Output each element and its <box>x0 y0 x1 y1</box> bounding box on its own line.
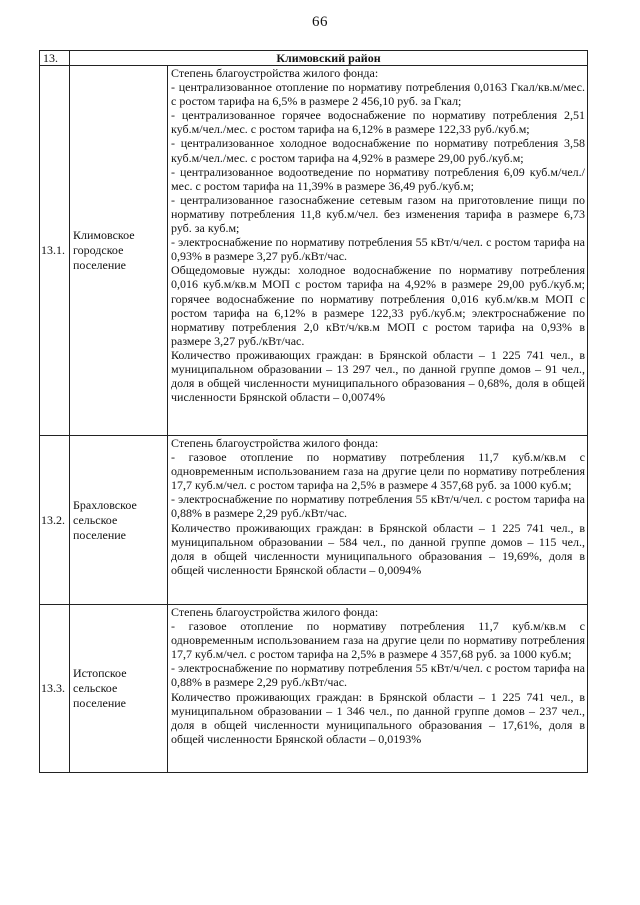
desc-paragraph: - централизованное горячее водоснабжение по нормативу потребления 2,51 куб.м/чел./мес. с ростом тарифа на 6,12% в размере 122,33 руб./куб.м; <box>171 108 585 137</box>
desc-paragraph: Степень благоустройства жилого фонда: <box>171 436 379 450</box>
page-number: 66 <box>312 14 328 30</box>
table-row <box>40 66 588 436</box>
desc-paragraph: - газовое отопление по нормативу потребления 11,7 куб.м/кв.м с одновременным использованием газа на другие цели по нормативу потребления 17,7 куб.м/чел. с ростом тарифа на 2,5% в размере 4 357,68 руб. за 1000 куб.м; <box>171 619 585 662</box>
settlement-name-line: Климовское <box>73 228 135 242</box>
settlement-description <box>168 436 588 605</box>
desc-paragraph: Количество проживающих граждан: в Брянской области – 1 225 741 чел., в муниципальном образовании – 13 297 чел., по данной группе домов – 91 чел., доля в общей численности муниципального образования – 0,68%, доля в общей численности Брянской области – 0,0074% <box>171 347 585 405</box>
settlement-name <box>70 436 168 605</box>
settlement-name <box>70 66 168 436</box>
region-title: Климовский район <box>70 51 588 66</box>
settlement-name-line: поселение <box>73 527 127 542</box>
desc-paragraph: Степень благоустройства жилого фонда: <box>171 66 379 80</box>
tariff-table <box>39 50 588 773</box>
settlement-name-line: Брахловское <box>73 497 137 512</box>
desc-paragraph: - электроснабжение по нормативу потребления 55 кВт/ч/чел. с ростом тарифа на 0,93% в размере 3,27 руб./кВт/час. <box>171 235 585 264</box>
settlement-name-line: поселение <box>73 258 127 272</box>
settlement-description <box>168 66 588 436</box>
settlement-name-line: Истопское <box>73 666 127 680</box>
desc-paragraph: - газовое отопление по нормативу потребления 11,7 куб.м/кв.м с одновременным использованием газа на другие цели по нормативу потребления 17,7 куб.м/чел. с ростом тарифа на 2,5% в размере 4 357,68 руб. за 1000 куб.м; <box>171 450 585 493</box>
desc-paragraph: - централизованное газоснабжение сетевым газом на приготовление пищи по нормативу потребления 11,8 куб.м/чел. без изменения тарифа в размере 6,73 руб. за куб.м; <box>171 192 585 236</box>
settlement-name-line: городское <box>73 243 124 257</box>
desc-paragraph: Общедомовые нужды: холодное водоснабжение по нормативу потребления 0,016 куб.м/кв.м МОП с ростом тарифа на 4,92% в размере 29,00 руб./куб.м; горячее водоснабжение по нормативу потребления 0,016 куб.м/кв.м МОП с ростом тарифа на 6,12% в размере 122,33 руб./куб.м; электроснабжение по нормативу потребления 2,0 кВт/ч/кв.м МОП с ростом тарифа на 0,93% в размере 3,27 руб./кВт/час. <box>171 263 585 348</box>
desc-paragraph: Количество проживающих граждан: в Брянской области – 1 225 741 чел., в муниципальном образовании – 1 346 чел., по данной группе домов – 237 чел., доля в общей численности муниципального образования – 17,61%, доля в общей численности Брянской области – 0,0193% <box>171 689 585 746</box>
settlement-name-line: сельское <box>73 681 118 695</box>
desc-paragraph: - централизованное холодное водоснабжение по нормативу потребления 3,58 куб.м/чел./мес. с ростом тарифа на 4,92% в размере 29,00 руб./куб.м; <box>171 136 585 165</box>
table-row <box>40 605 588 773</box>
settlement-name-line: поселение <box>73 696 127 710</box>
desc-paragraph: - централизованное отопление по нормативу потребления 0,0163 Гкал/кв.м/мес. с ростом тарифа на 6,5% в размере 2 456,10 руб. за Гкал; <box>171 80 585 109</box>
table-row <box>40 436 588 605</box>
settlement-description <box>168 605 588 773</box>
region-number: 13. <box>40 51 70 66</box>
table-header-row <box>40 51 588 66</box>
desc-paragraph: - централизованное водоотведение по нормативу потребления 6,09 куб.м/чел./мес. с ростом тарифа на 11,39% в размере 36,49 руб./куб.м; <box>171 164 585 193</box>
settlement-name-line: сельское <box>73 512 118 527</box>
row-number: 13.2. <box>40 436 70 605</box>
desc-paragraph: Количество проживающих граждан: в Брянской области – 1 225 741 чел., в муниципальном образовании – 584 чел., по данной группе домов – 115 чел., доля в общей численности муниципального образования – 19,69%, доля в общей численности Брянской области – 0,0094% <box>171 520 585 577</box>
desc-paragraph: Степень благоустройства жилого фонда: <box>171 605 379 619</box>
row-number: 13.1. <box>40 66 70 436</box>
row-number: 13.3. <box>40 605 70 773</box>
settlement-name <box>70 605 168 773</box>
desc-paragraph: - электроснабжение по нормативу потребления 55 кВт/ч/чел. с ростом тарифа на 0,88% в размере 2,29 руб./кВт/час. <box>171 492 585 521</box>
desc-paragraph: - электроснабжение по нормативу потребления 55 кВт/ч/чел. с ростом тарифа на 0,88% в размере 2,29 руб./кВт/час. <box>171 661 585 690</box>
